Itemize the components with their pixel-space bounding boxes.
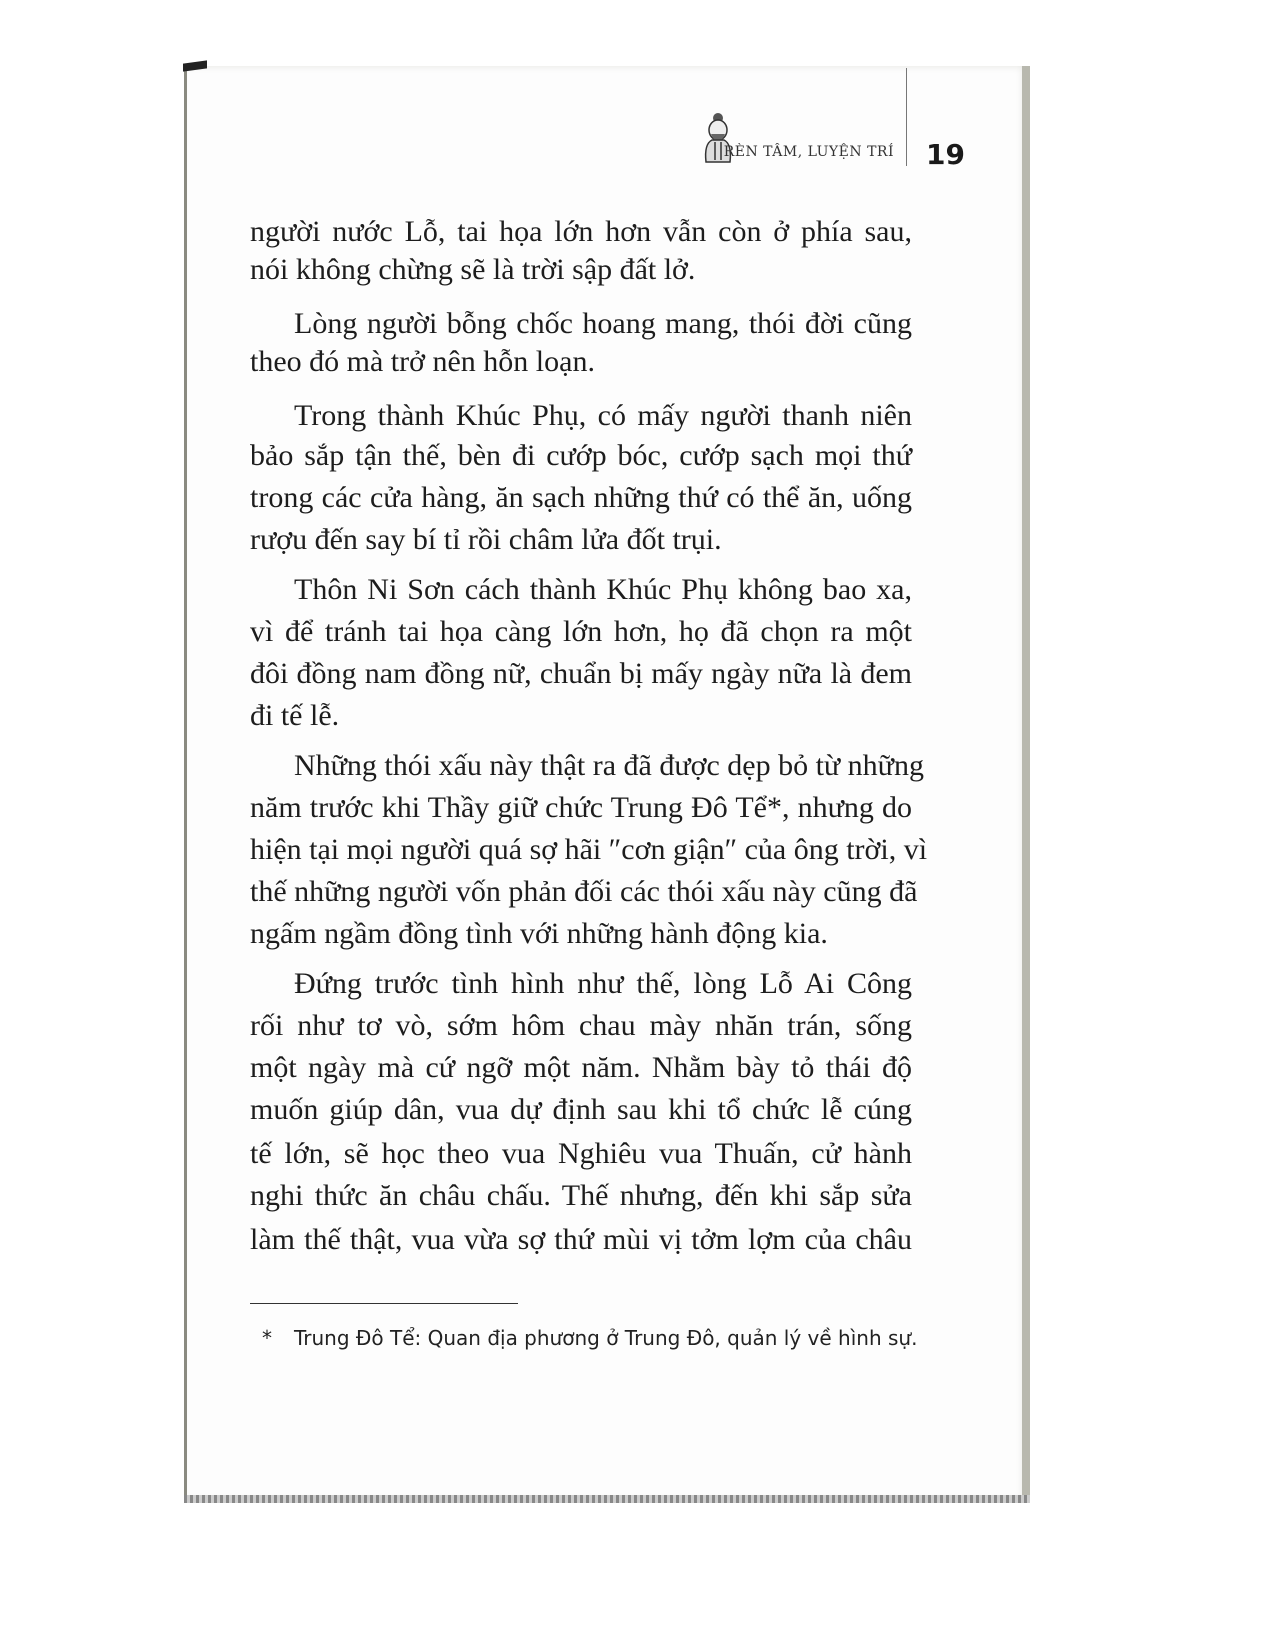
- body-line: ngấm ngầm đồng tình với những hành động kia.: [250, 917, 828, 950]
- header-divider: [906, 68, 907, 166]
- body-line: rượu đến say bí tỉ rồi châm lửa đốt trụi.: [250, 523, 722, 556]
- body-line: năm trước khi Thầy giữ chức Trung Đô Tể*, nhưng do: [250, 791, 912, 824]
- body-line: theo đó mà trở nên hỗn loạn.: [250, 345, 595, 378]
- body-line: rối như tơ vò, sớm hôm chau mày nhăn trán, sống: [250, 1009, 912, 1042]
- page-edge: [1022, 66, 1030, 1500]
- body-line: thế những người vốn phản đối các thói xấu này cũng đã: [250, 875, 918, 908]
- footnote: [262, 1326, 917, 1350]
- running-title: RÈN TÂM, LUYỆN TRÍ: [723, 144, 894, 160]
- body-line: Những thói xấu này thật ra đã được dẹp bỏ từ những: [294, 749, 924, 782]
- body-line: tế lớn, sẽ học theo vua Nghiêu vua Thuấn, cử hành: [250, 1137, 912, 1170]
- body-line: nói không chừng sẽ là trời sập đất lở.: [250, 253, 696, 286]
- footnote-text: Trung Đô Tể: Quan địa phương ở Trung Đô, quản lý về hình sự.: [294, 1326, 918, 1350]
- body-line: Thôn Ni Sơn cách thành Khúc Phụ không bao xa,: [294, 573, 912, 606]
- body-line: trong các cửa hàng, ăn sạch những thứ có thể ăn, uống: [250, 481, 912, 514]
- body-line: Trong thành Khúc Phụ, có mấy người thanh niên: [294, 399, 912, 432]
- body-line: nghi thức ăn châu chấu. Thế nhưng, đến khi sắp sửa: [250, 1179, 912, 1212]
- body-line: người nước Lỗ, tai họa lớn hơn vẫn còn ở phía sau,: [250, 215, 912, 248]
- footnote-divider: [250, 1303, 518, 1304]
- body-line: hiện tại mọi người quá sợ hãi ″cơn giận″ của ông trời, vì: [250, 833, 928, 866]
- body-line: đôi đồng nam đồng nữ, chuẩn bị mấy ngày nữa là đem: [250, 657, 912, 690]
- body-line: bảo sắp tận thế, bèn đi cướp bóc, cướp sạch mọi thứ: [250, 439, 912, 472]
- body-line: vì để tránh tai họa càng lớn hơn, họ đã chọn ra một: [250, 615, 912, 648]
- footnote-marker: *: [262, 1326, 272, 1350]
- body-line: một ngày mà cứ ngỡ một năm. Nhằm bày tỏ thái độ: [250, 1051, 912, 1084]
- body-line: Đứng trước tình hình như thế, lòng Lỗ Ai Công: [294, 967, 912, 1000]
- body-line: làm thế thật, vua vừa sợ thứ mùi vị tởm lợm của châu: [250, 1223, 912, 1256]
- body-line: Lòng người bỗng chốc hoang mang, thói đời cũng: [294, 307, 912, 340]
- body-line: muốn giúp dân, vua dự định sau khi tổ chức lễ cúng: [250, 1093, 912, 1126]
- page-bottom-edge: [184, 1495, 1030, 1503]
- body-line: đi tế lễ.: [250, 699, 340, 732]
- page-number: 19: [926, 138, 965, 171]
